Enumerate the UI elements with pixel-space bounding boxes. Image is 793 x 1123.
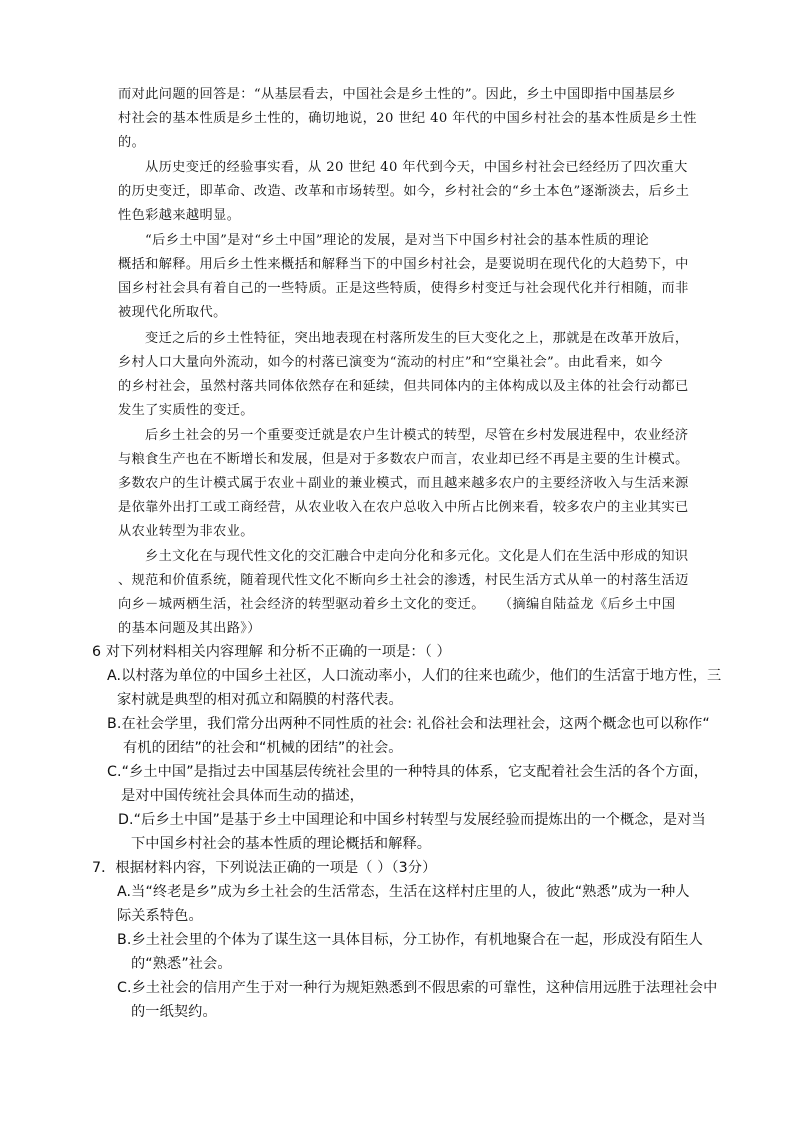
passage-line: 而对此问题的回答是：“从基层看去，中国社会是乡土性的”。因此，乡土中国即指中国基层乡 (118, 87, 676, 102)
question-6-option-d-cont: 下中国乡村社会的基本性质的理论概括和解释。 (131, 836, 432, 852)
question-7-stem: 7．根据材料内容，下列说法正确的一项是（ ）（3分） (92, 860, 437, 876)
question-6-option-b: B.在社会学里，我们常分出两种不同性质的社会: 礼俗社会和法理社会，这两个概念也可以称作“ (107, 716, 710, 732)
passage-line: 概括和解释。用后乡土性来概括和解释当下的中国乡村社会，是要说明在现代化的大趋势下，中 (118, 257, 689, 272)
question-6-option-c: C.“乡土中国”是指过去中国基层传统社会里的一种特具的体系，它支配着社会生活的各个方面， (107, 764, 709, 780)
passage-line: 向乡－城两栖生活，社会经济的转型驱动着乡土文化的变迁。 （摘编自陆益龙《后乡土中国 (118, 597, 676, 612)
passage-line: 变迁之后的乡土性特征，突出地表现在村落所发生的巨大变化之上，那就是在改革开放后， (145, 331, 689, 346)
question-6-option-c-cont: 是对中国传统社会具体而生动的描述， (121, 788, 364, 804)
passage-line: 多数农户的生计模式属于农业＋副业的兼业模式，而且越来越多农户的主要经济收入与生活来源 (118, 476, 689, 491)
question-6-option-a: A.以村落为单位的中国乡土社区，人口流动率小，人们的往来也疏少，他们的生活富于地方性，三 (107, 668, 722, 684)
question-6-option-a-cont: 家村就是典型的相对孤立和隔膜的村落代表。 (117, 692, 403, 708)
question-7-option-b: B.乡土社会里的个体为了谋生这一具体目标，分工协作，有机地聚合在一起，形成没有陌生人 (117, 932, 703, 948)
question-7-option-c-cont: 的一纸契约。 (131, 1004, 217, 1020)
passage-line: 乡村人口大量向外流动，如今的村落已演变为“流动的村庄”和“空巢社会”。由此看来，如今 (118, 355, 663, 370)
question-6-stem: 6 对下列材料相关内容理解 和分析不正确的一项是：（ ） (92, 644, 451, 660)
passage-line: 是依靠外出打工或工商经营，从农业收入在农户总收入中所占比例来看，较多农户的主业其实已 (118, 500, 689, 515)
passage-line: 从历史变迁的经验事实看，从 20 世纪 40 年代到今天，中国乡村社会已经经历了四次重大 (145, 160, 688, 175)
passage-line: “后乡土中国”是对“乡土中国”理论的发展，是对当下中国乡村社会的基本性质的理论 (145, 233, 650, 248)
question-6-option-b-cont: 有机的团结”的社会和“机械的团结”的社会。 (123, 740, 403, 756)
passage-line: 、规范和价值系统，随着现代性文化不断向乡土社会的渗透，村民生活方式从单一的村落生活迈 (118, 573, 689, 588)
question-7-option-a-cont: 际关系特色。 (117, 908, 203, 924)
passage-line: 被现代化所取代。 (118, 305, 227, 320)
passage-line: 的乡村社会，虽然村落共同体依然存在和延续，但共同体内的主体构成以及主体的社会行动都已 (118, 379, 689, 394)
passage-line: 后乡土社会的另一个重要变迁就是农户生计模式的转型，尽管在乡村发展进程中，农业经济 (145, 428, 689, 443)
passage-line: 乡土文化在与现代性文化的交汇融合中走向分化和多元化。文化是人们在生活中形成的知识 (145, 549, 689, 564)
passage-line: 性色彩越来越明显。 (118, 208, 241, 223)
passage-line: 的。 (118, 135, 146, 150)
question-7-option-c: C.乡土社会的信用产生于对一种行为规矩熟悉到不假思索的可靠性，这种信用远胜于法理社会中 (117, 980, 718, 996)
passage-line: 国乡村社会具有着自己的一些特质。正是这些特质，使得乡村变迁与社会现代化并行相随，而非 (118, 281, 689, 296)
passage-line: 与粮食生产也在不断增长和发展，但是对于多数农户而言，农业却已经不再是主要的生计模式。 (118, 452, 689, 467)
passage-line: 从农业转型为非农业。 (118, 524, 254, 539)
passage-line: 村社会的基本性质是乡土性的，确切地说，20 世纪 40 年代的中国乡村社会的基本性质是乡土性 (118, 111, 697, 126)
passage-line: 的基本问题及其出路》） (118, 621, 261, 636)
question-7-option-b-cont: 的“熟悉”社会。 (131, 956, 232, 972)
question-6-option-d: D.“后乡土中国”是基于乡土中国理论和中国乡村转型与发展经验而提炼出的一个概念，是对当 (118, 812, 706, 828)
passage-line: 的历史变迁，即革命、改造、改革和市场转型。如今，乡村社会的“乡土本色”逐渐淡去，后乡土 (118, 184, 690, 199)
question-7-option-a: A.当“终老是乡”成为乡土社会的生活常态，生活在这样村庄里的人，彼此“熟悉”成为一种人 (117, 884, 690, 900)
passage-line: 发生了实质性的变迁。 (118, 403, 254, 418)
